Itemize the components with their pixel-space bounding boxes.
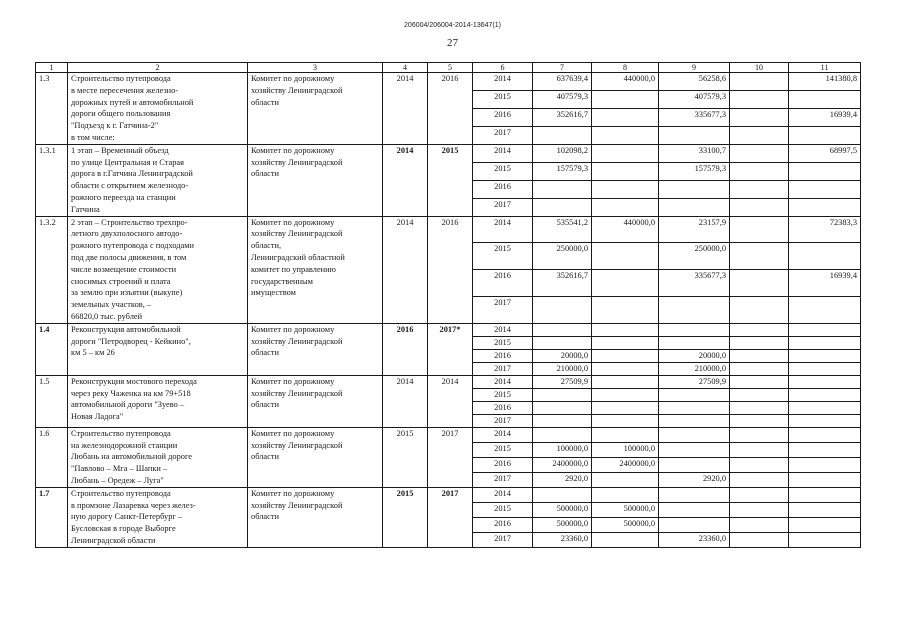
table-body	[36, 73, 861, 548]
value-col-11	[789, 442, 861, 457]
value-col-7: 2400000,0	[533, 457, 592, 472]
year: 2016	[473, 401, 533, 414]
value-col-9: 335677,3	[659, 108, 730, 126]
value-col-9	[659, 180, 730, 198]
column-number-header: 3	[248, 63, 383, 73]
year: 2016	[473, 108, 533, 126]
end-year: 2017*	[428, 323, 473, 375]
value-col-7: 100000,0	[533, 442, 592, 457]
table-row	[36, 375, 861, 388]
value-col-10	[730, 126, 789, 144]
value-col-11	[789, 401, 861, 414]
year: 2015	[473, 90, 533, 108]
value-col-7	[533, 126, 592, 144]
responsible-org: Комитет по дорожному хозяйству Ленинградской области	[248, 427, 383, 487]
column-number-header: 9	[659, 63, 730, 73]
responsible-org: Комитет по дорожному хозяйству Ленинградской области	[248, 144, 383, 216]
value-col-11	[789, 487, 861, 502]
value-col-8	[592, 270, 659, 297]
value-col-10	[730, 427, 789, 442]
value-col-8: 2400000,0	[592, 457, 659, 472]
value-col-9: 335677,3	[659, 270, 730, 297]
value-col-9: 2920,0	[659, 472, 730, 487]
start-year: 2015	[383, 487, 428, 547]
value-col-10	[730, 401, 789, 414]
year: 2017	[473, 362, 533, 375]
value-col-9	[659, 198, 730, 216]
value-col-8	[592, 532, 659, 547]
column-number-header: 11	[789, 63, 861, 73]
value-col-8	[592, 323, 659, 336]
year: 2015	[473, 243, 533, 270]
end-year: 2015	[428, 144, 473, 216]
value-col-8	[592, 144, 659, 162]
value-col-7	[533, 336, 592, 349]
value-col-10	[730, 442, 789, 457]
year: 2014	[473, 487, 533, 502]
value-col-7: 352616,7	[533, 270, 592, 297]
value-col-7: 210000,0	[533, 362, 592, 375]
responsible-org: Комитет по дорожному хозяйству Ленинградской области	[248, 487, 383, 547]
value-col-9: 210000,0	[659, 362, 730, 375]
item-number: 1.3	[36, 73, 68, 145]
value-col-9	[659, 502, 730, 517]
value-col-11: 16939,4	[789, 108, 861, 126]
year: 2017	[473, 532, 533, 547]
year: 2017	[473, 126, 533, 144]
column-number-header: 8	[592, 63, 659, 73]
value-col-8: 500000,0	[592, 502, 659, 517]
value-col-10	[730, 270, 789, 297]
value-col-8	[592, 198, 659, 216]
value-col-11	[789, 532, 861, 547]
value-col-7: 102098,2	[533, 144, 592, 162]
year: 2015	[473, 388, 533, 401]
start-year: 2016	[383, 323, 428, 375]
value-col-11	[789, 180, 861, 198]
value-col-7: 157579,3	[533, 162, 592, 180]
value-col-9	[659, 126, 730, 144]
value-col-11	[789, 362, 861, 375]
year: 2016	[473, 457, 533, 472]
value-col-9: 56258,6	[659, 73, 730, 91]
responsible-org: Комитет по дорожному хозяйству Ленинградской области, Ленинградский областной комитет по управлению государственным имуществом	[248, 216, 383, 323]
item-number: 1.7	[36, 487, 68, 547]
value-col-8	[592, 349, 659, 362]
value-col-8	[592, 362, 659, 375]
year: 2014	[473, 216, 533, 243]
value-col-10	[730, 502, 789, 517]
value-col-7: 250000,0	[533, 243, 592, 270]
table-row	[36, 323, 861, 336]
value-col-8: 440000,0	[592, 216, 659, 243]
item-name: Реконструкция мостового перехода через реку Чаженка на км 79+518 автомобильной дороги "Зуево – Новая Ладога"	[68, 375, 248, 427]
value-col-8	[592, 162, 659, 180]
year: 2016	[473, 517, 533, 532]
value-col-7	[533, 487, 592, 502]
value-col-7: 2920,0	[533, 472, 592, 487]
value-col-11	[789, 296, 861, 323]
item-name: Строительство путепровода в промзоне Лазаревка через желез- ную дорогу Санкт-Петербург – Бусловская в городе Выборге Ленинградской области	[68, 487, 248, 547]
item-number: 1.3.2	[36, 216, 68, 323]
value-col-8	[592, 90, 659, 108]
value-col-10	[730, 375, 789, 388]
value-col-9	[659, 323, 730, 336]
year: 2016	[473, 180, 533, 198]
value-col-7: 20000,0	[533, 349, 592, 362]
value-col-7	[533, 198, 592, 216]
value-col-11	[789, 427, 861, 442]
responsible-org: Комитет по дорожному хозяйству Ленинградской области	[248, 323, 383, 375]
year: 2017	[473, 198, 533, 216]
value-col-8	[592, 427, 659, 442]
year: 2014	[473, 375, 533, 388]
value-col-8: 100000,0	[592, 442, 659, 457]
value-col-9	[659, 336, 730, 349]
year: 2016	[473, 270, 533, 297]
value-col-9	[659, 388, 730, 401]
value-col-9: 157579,3	[659, 162, 730, 180]
document-id: 206004/206004-2014-13647(1)	[404, 22, 501, 29]
value-col-10	[730, 457, 789, 472]
value-col-7: 500000,0	[533, 517, 592, 532]
start-year: 2014	[383, 216, 428, 323]
start-year: 2014	[383, 375, 428, 427]
value-col-8	[592, 243, 659, 270]
column-number-header: 6	[473, 63, 533, 73]
table-row	[36, 487, 861, 502]
value-col-11	[789, 243, 861, 270]
value-col-7: 27509,9	[533, 375, 592, 388]
column-number-row	[36, 63, 861, 73]
value-col-10	[730, 296, 789, 323]
year: 2015	[473, 336, 533, 349]
table-row	[36, 427, 861, 442]
value-col-8	[592, 401, 659, 414]
value-col-8: 440000,0	[592, 73, 659, 91]
start-year: 2015	[383, 427, 428, 487]
year: 2014	[473, 323, 533, 336]
value-col-7: 500000,0	[533, 502, 592, 517]
value-col-11	[789, 517, 861, 532]
value-col-10	[730, 180, 789, 198]
table-row	[36, 73, 861, 91]
value-col-10	[730, 336, 789, 349]
value-col-11	[789, 388, 861, 401]
value-col-7	[533, 388, 592, 401]
value-col-10	[730, 414, 789, 427]
value-col-11: 72383,3	[789, 216, 861, 243]
column-number-header: 1	[36, 63, 68, 73]
value-col-9	[659, 517, 730, 532]
value-col-10	[730, 388, 789, 401]
value-col-8	[592, 375, 659, 388]
value-col-11	[789, 323, 861, 336]
value-col-7	[533, 401, 592, 414]
value-col-7: 535541,2	[533, 216, 592, 243]
value-col-7	[533, 296, 592, 323]
value-col-7: 637639,4	[533, 73, 592, 91]
value-col-7	[533, 414, 592, 427]
item-number: 1.6	[36, 427, 68, 487]
value-col-9	[659, 296, 730, 323]
year: 2016	[473, 349, 533, 362]
item-number: 1.5	[36, 375, 68, 427]
value-col-8	[592, 388, 659, 401]
value-col-10	[730, 216, 789, 243]
value-col-9: 27509,9	[659, 375, 730, 388]
year: 2017	[473, 472, 533, 487]
value-col-9: 407579,3	[659, 90, 730, 108]
value-col-9	[659, 487, 730, 502]
value-col-10	[730, 198, 789, 216]
value-col-7	[533, 180, 592, 198]
value-col-8	[592, 487, 659, 502]
value-col-8	[592, 296, 659, 323]
item-name: Строительство путепровода на железнодорожной станции Любань на автомобильной дороге "Павлово – Мга – Шапки – Любань – Оредеж – Луга"	[68, 427, 248, 487]
item-name: Строительство путепровода в месте пересечения железно- дорожных путей и автомобильной дороги общего пользования "Подъезд к г. Гатчина-2" в том числе:	[68, 73, 248, 145]
value-col-10	[730, 73, 789, 91]
year: 2015	[473, 162, 533, 180]
year: 2015	[473, 502, 533, 517]
value-col-7: 23360,0	[533, 532, 592, 547]
value-col-9	[659, 442, 730, 457]
value-col-8	[592, 414, 659, 427]
value-col-10	[730, 108, 789, 126]
end-year: 2017	[428, 487, 473, 547]
value-col-10	[730, 323, 789, 336]
value-col-9	[659, 401, 730, 414]
value-col-8	[592, 108, 659, 126]
value-col-11: 141380,8	[789, 73, 861, 91]
program-table	[35, 62, 861, 548]
item-number: 1.4	[36, 323, 68, 375]
responsible-org: Комитет по дорожному хозяйству Ленинградской области	[248, 375, 383, 427]
value-col-9	[659, 457, 730, 472]
value-col-10	[730, 362, 789, 375]
table-row	[36, 144, 861, 162]
value-col-9	[659, 427, 730, 442]
value-col-10	[730, 349, 789, 362]
year: 2017	[473, 296, 533, 323]
value-col-11	[789, 162, 861, 180]
start-year: 2014	[383, 144, 428, 216]
value-col-8	[592, 472, 659, 487]
value-col-10	[730, 144, 789, 162]
value-col-9: 33100,7	[659, 144, 730, 162]
value-col-8	[592, 336, 659, 349]
start-year: 2014	[383, 73, 428, 145]
value-col-10	[730, 487, 789, 502]
column-number-header: 5	[428, 63, 473, 73]
end-year: 2016	[428, 216, 473, 323]
value-col-11	[789, 90, 861, 108]
end-year: 2017	[428, 427, 473, 487]
column-number-header: 10	[730, 63, 789, 73]
value-col-10	[730, 162, 789, 180]
column-number-header: 2	[68, 63, 248, 73]
value-col-9	[659, 414, 730, 427]
value-col-7	[533, 427, 592, 442]
value-col-10	[730, 517, 789, 532]
value-col-8	[592, 180, 659, 198]
year: 2014	[473, 73, 533, 91]
column-number-header: 4	[383, 63, 428, 73]
value-col-11	[789, 502, 861, 517]
value-col-11	[789, 472, 861, 487]
value-col-7: 352616,7	[533, 108, 592, 126]
value-col-7	[533, 323, 592, 336]
value-col-11	[789, 457, 861, 472]
value-col-11	[789, 198, 861, 216]
year: 2015	[473, 442, 533, 457]
item-name: Реконструкция автомобильной дороги "Петродворец - Кейкино", км 5 – км 26	[68, 323, 248, 375]
value-col-11	[789, 375, 861, 388]
value-col-9: 20000,0	[659, 349, 730, 362]
value-col-11: 16939,4	[789, 270, 861, 297]
item-name: 1 этап – Временный объезд по улице Центральная и Старая дорога в г.Гатчина Ленинградской области с открытием железнодо- рожного переезда на станции Гатчина	[68, 144, 248, 216]
value-col-10	[730, 243, 789, 270]
year: 2014	[473, 144, 533, 162]
value-col-11	[789, 126, 861, 144]
value-col-11	[789, 336, 861, 349]
year: 2017	[473, 414, 533, 427]
responsible-org: Комитет по дорожному хозяйству Ленинградской области	[248, 73, 383, 145]
value-col-8	[592, 126, 659, 144]
value-col-8: 500000,0	[592, 517, 659, 532]
item-number: 1.3.1	[36, 144, 68, 216]
value-col-7: 407579,3	[533, 90, 592, 108]
table-row	[36, 216, 861, 243]
item-name: 2 этап – Строительство трехпро- летного двухполосного автодо- рожного путепровода с подходами под две полосы движения, в том числе возмещение стоимости сносимых строений и плата за землю при изъятии (выкупе) земельных участков, – 66820,0 тыс. рублей	[68, 216, 248, 323]
value-col-10	[730, 90, 789, 108]
value-col-11: 68997,5	[789, 144, 861, 162]
column-number-header: 7	[533, 63, 592, 73]
value-col-9: 23360,0	[659, 532, 730, 547]
value-col-10	[730, 532, 789, 547]
value-col-10	[730, 472, 789, 487]
end-year: 2016	[428, 73, 473, 145]
value-col-11	[789, 414, 861, 427]
page-number: 27	[447, 37, 458, 49]
end-year: 2014	[428, 375, 473, 427]
year: 2014	[473, 427, 533, 442]
value-col-9: 250000,0	[659, 243, 730, 270]
value-col-9: 23157,9	[659, 216, 730, 243]
value-col-11	[789, 349, 861, 362]
